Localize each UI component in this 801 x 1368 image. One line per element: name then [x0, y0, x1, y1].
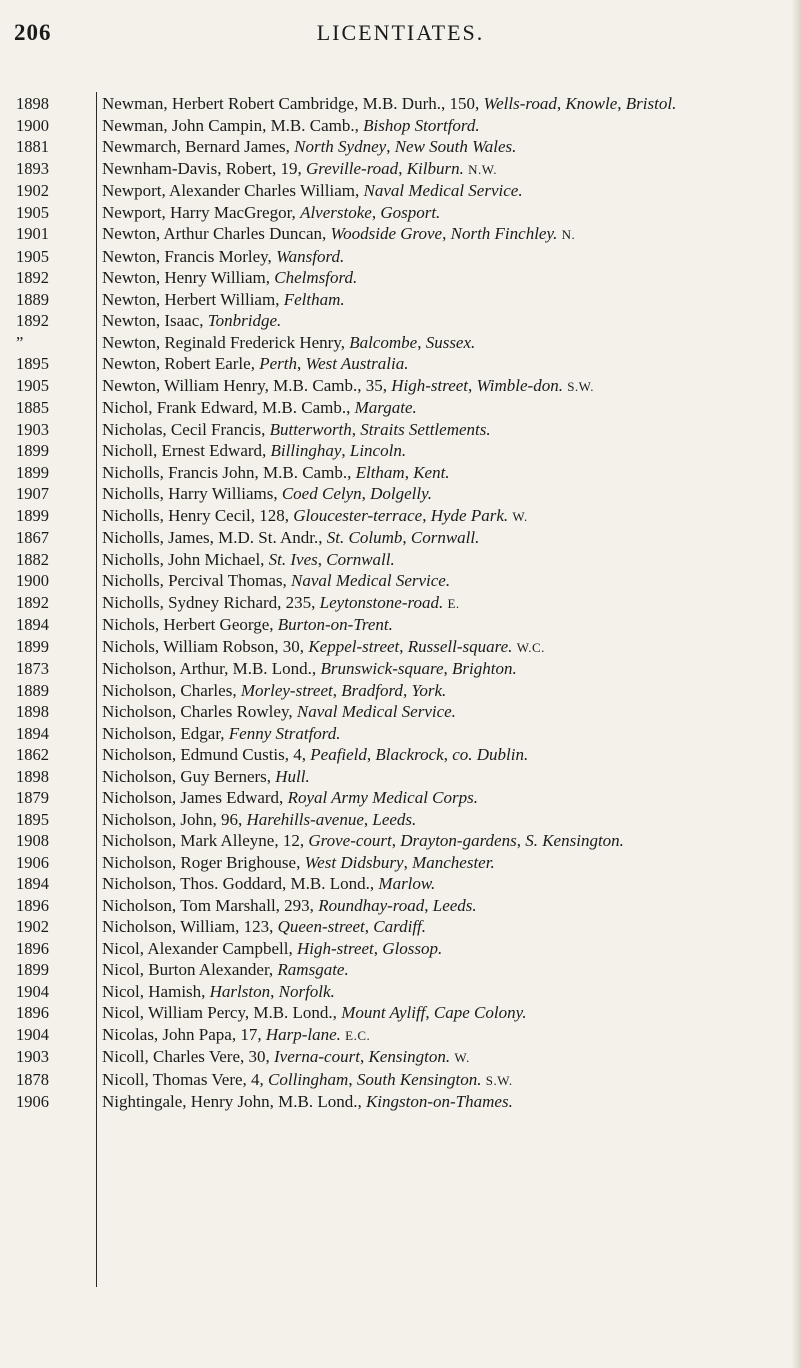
entry-year: 1899 [16, 441, 49, 460]
entry-text: Newnham-Davis, Robert, 19, Greville-road, Kilburn. N.W. [102, 158, 498, 178]
entry-year: 1895 [16, 809, 49, 829]
entry-year: 1892 [16, 268, 49, 287]
entry-year: 1904 [16, 981, 49, 1001]
page-number: 206 [14, 20, 52, 45]
entry-text: Nicholson, Mark Alleyne, 12, Grove-court, Drayton-gardens, S. Kensington. [102, 831, 624, 850]
entry-text: Newport, Alexander Charles William, Naval Medical Service. [102, 181, 523, 200]
list-item [0, 592, 801, 615]
entry-year: 1873 [16, 659, 49, 678]
entry-text: Nichols, William Robson, 30, Keppel-street, Russell-square. W.C. [102, 636, 545, 656]
list-item [0, 310, 801, 332]
entry-text: Nicol, Alexander Campbell, High-street, Glossop. [102, 938, 443, 958]
entry-year: 1878 [16, 1069, 49, 1089]
entry-year: 1899 [16, 960, 49, 979]
entry-year: 1900 [16, 571, 49, 590]
list-item [0, 614, 801, 636]
entry-year: 1900 [16, 115, 49, 135]
entry-year: 1862 [16, 745, 49, 764]
entry-text: Nichols, Herbert George, Burton-on-Trent. [102, 615, 393, 634]
entry-text: Nicholson, James Edward, Royal Army Medical Corps. [102, 788, 478, 807]
entry-year: 1894 [16, 874, 49, 893]
list-item [0, 1002, 801, 1024]
list-item [0, 180, 801, 202]
list-item [0, 397, 801, 419]
list-item [0, 267, 801, 289]
entry-text: Nicholson, Roger Brighouse, West Didsbury, Manchester. [102, 852, 495, 872]
list-item [0, 830, 801, 852]
entry-text: Newton, Reginald Frederick Henry, Balcombe, Sussex. [102, 332, 476, 352]
entry-text: Newton, Herbert William, Feltham. [102, 289, 345, 309]
entry-year: 1896 [16, 938, 49, 958]
entry-text: Nicholl, Ernest Edward, Billinghay, Lincoln. [102, 441, 407, 460]
entry-year: 1885 [16, 398, 49, 417]
entry-year: 1892 [16, 311, 49, 330]
list-item [0, 93, 801, 115]
list-item [0, 527, 801, 549]
list-item [0, 1024, 801, 1047]
entry-year: 1906 [16, 1092, 49, 1111]
list-item [0, 723, 801, 745]
list-item [0, 1046, 801, 1069]
entry-year: 1894 [16, 723, 49, 743]
entry-text: Nicholson, Edmund Custis, 4, Peafield, Blackrock, co. Dublin. [102, 745, 529, 764]
entry-text: Nicholson, Charles Rowley, Naval Medical Service. [102, 702, 456, 721]
list-item [0, 809, 801, 831]
list-item [0, 636, 801, 659]
list-item [0, 246, 801, 268]
entry-year: 1903 [16, 1047, 49, 1066]
list-item [0, 289, 801, 311]
list-item [0, 353, 801, 375]
entry-text: Nicol, Burton Alexander, Ramsgate. [102, 960, 349, 979]
entry-year: 1898 [16, 702, 49, 721]
entry-text: Newton, Henry William, Chelmsford. [102, 268, 358, 287]
entry-year: 1879 [16, 788, 49, 807]
entry-year: 1892 [16, 592, 49, 612]
entry-year: 1896 [16, 1003, 49, 1022]
entry-text: Nicholson, Tom Marshall, 293, Roundhay-road, Leeds. [102, 895, 477, 915]
entry-text: Nicholson, Edgar, Fenny Stratford. [102, 723, 341, 743]
entry-year: 1902 [16, 917, 49, 936]
list-item [0, 938, 801, 960]
entry-year: ” [16, 332, 24, 352]
list-item [0, 959, 801, 981]
entry-text: Nicholls, Percival Thomas, Naval Medical Service. [102, 571, 451, 590]
entry-year: 1906 [16, 852, 49, 872]
list-item [0, 505, 801, 528]
list-item [0, 483, 801, 505]
entry-list [0, 93, 801, 1113]
entry-year: 1894 [16, 615, 49, 634]
list-item [0, 570, 801, 592]
list-item [0, 549, 801, 571]
entry-year: 1889 [16, 680, 49, 700]
entry-text: Nicholls, Henry Cecil, 128, Gloucester-terrace, Hyde Park. W. [102, 505, 528, 525]
list-item [0, 1091, 801, 1113]
entry-text: Newton, Arthur Charles Duncan, Woodside Grove, North Finchley. N. [102, 224, 576, 243]
entry-year: 1898 [16, 766, 49, 786]
entry-year: 1908 [16, 831, 49, 850]
entry-year: 1901 [16, 224, 49, 243]
entry-text: Newman, John Campin, M.B. Camb., Bishop Stortford. [102, 115, 480, 135]
list-item [0, 701, 801, 723]
entry-text: Newton, William Henry, M.B. Camb., 35, High-street, Wimble-don. S.W. [102, 375, 595, 395]
list-item [0, 895, 801, 917]
entry-text: Newport, Harry MacGregor, Alverstoke, Gosport. [102, 202, 441, 222]
list-item [0, 852, 801, 874]
entry-year: 1882 [16, 549, 49, 569]
entry-year: 1907 [16, 484, 49, 503]
entry-text: Newmarch, Bernard James, North Sydney, New South Wales. [102, 137, 517, 156]
list-item [0, 375, 801, 398]
entry-text: Newton, Robert Earle, Perth, West Australia. [102, 354, 409, 373]
list-item [0, 658, 801, 680]
list-item [0, 981, 801, 1003]
entry-text: Nicol, Hamish, Harlston, Norfolk. [102, 981, 335, 1001]
entry-text: Nicholson, William, 123, Queen-street, Cardiff. [102, 917, 427, 936]
entry-text: Nicholson, Charles, Morley-street, Bradford, York. [102, 680, 447, 700]
entry-year: 1903 [16, 419, 49, 439]
entry-year: 1905 [16, 375, 49, 395]
entry-year: 1895 [16, 354, 49, 373]
list-item [0, 419, 801, 441]
entry-year: 1898 [16, 94, 49, 113]
entry-year: 1905 [16, 246, 49, 266]
entry-text: Nicol, William Percy, M.B. Lond., Mount Ayliff, Cape Colony. [102, 1003, 527, 1022]
list-item [0, 766, 801, 788]
entry-year: 1893 [16, 158, 49, 178]
list-item [0, 202, 801, 224]
entry-text: Nicholas, Cecil Francis, Butterworth, Straits Settlements. [102, 419, 491, 439]
list-item [0, 744, 801, 766]
list-item [0, 440, 801, 462]
entry-text: Nichol, Frank Edward, M.B. Camb., Margate. [102, 398, 417, 417]
entry-text: Newman, Herbert Robert Cambridge, M.B. Durh., 150, Wells-road, Knowle, Bristol. [102, 94, 677, 113]
list-item [0, 462, 801, 484]
entry-text: Nicholson, John, 96, Harehills-avenue, Leeds. [102, 809, 417, 829]
entry-text: Nicolas, John Papa, 17, Harp-lane. E.C. [102, 1024, 371, 1044]
entry-year: 1905 [16, 202, 49, 222]
entry-text: Newton, Francis Morley, Wansford. [102, 246, 345, 266]
list-item [0, 680, 801, 702]
list-item [0, 136, 801, 158]
list-item [0, 332, 801, 354]
entry-text: Newton, Isaac, Tonbridge. [102, 311, 282, 330]
entry-year: 1867 [16, 528, 49, 547]
entry-text: Nicholson, Arthur, M.B. Lond., Brunswick-square, Brighton. [102, 659, 517, 678]
entry-text: Nicholls, John Michael, St. Ives, Cornwall. [102, 549, 395, 569]
entry-year: 1889 [16, 289, 49, 309]
entry-year: 1904 [16, 1024, 49, 1044]
running-head: LICENTIATES. [316, 20, 485, 45]
list-item [0, 873, 801, 895]
entry-text: Nicholls, Harry Williams, Coed Celyn, Dolgelly. [102, 484, 432, 503]
list-item [0, 1069, 801, 1092]
entry-year: 1902 [16, 181, 49, 200]
entry-year: 1896 [16, 895, 49, 915]
list-item [0, 223, 801, 246]
entry-text: Nicholson, Thos. Goddard, M.B. Lond., Marlow. [102, 874, 436, 893]
entry-text: Nicholls, Sydney Richard, 235, Leytonstone-road. E. [102, 592, 460, 612]
list-item [0, 158, 801, 181]
list-item [0, 115, 801, 137]
list-item [0, 916, 801, 938]
entry-text: Nicholls, Francis John, M.B. Camb., Eltham, Kent. [102, 462, 450, 482]
entry-text: Nicoll, Charles Vere, 30, Iverna-court, Kensington. W. [102, 1047, 470, 1066]
entry-text: Nicholson, Guy Berners, Hull. [102, 766, 310, 786]
entry-year: 1881 [16, 137, 49, 156]
entry-text: Nicoll, Thomas Vere, 4, Collingham, South Kensington. S.W. [102, 1069, 513, 1089]
entry-text: Nightingale, Henry John, M.B. Lond., Kingston-on-Thames. [102, 1092, 513, 1111]
entry-year: 1899 [16, 636, 49, 656]
entry-year: 1899 [16, 505, 49, 525]
entry-year: 1899 [16, 462, 49, 482]
list-item [0, 787, 801, 809]
entry-text: Nicholls, James, M.D. St. Andr., St. Columb, Cornwall. [102, 528, 480, 547]
